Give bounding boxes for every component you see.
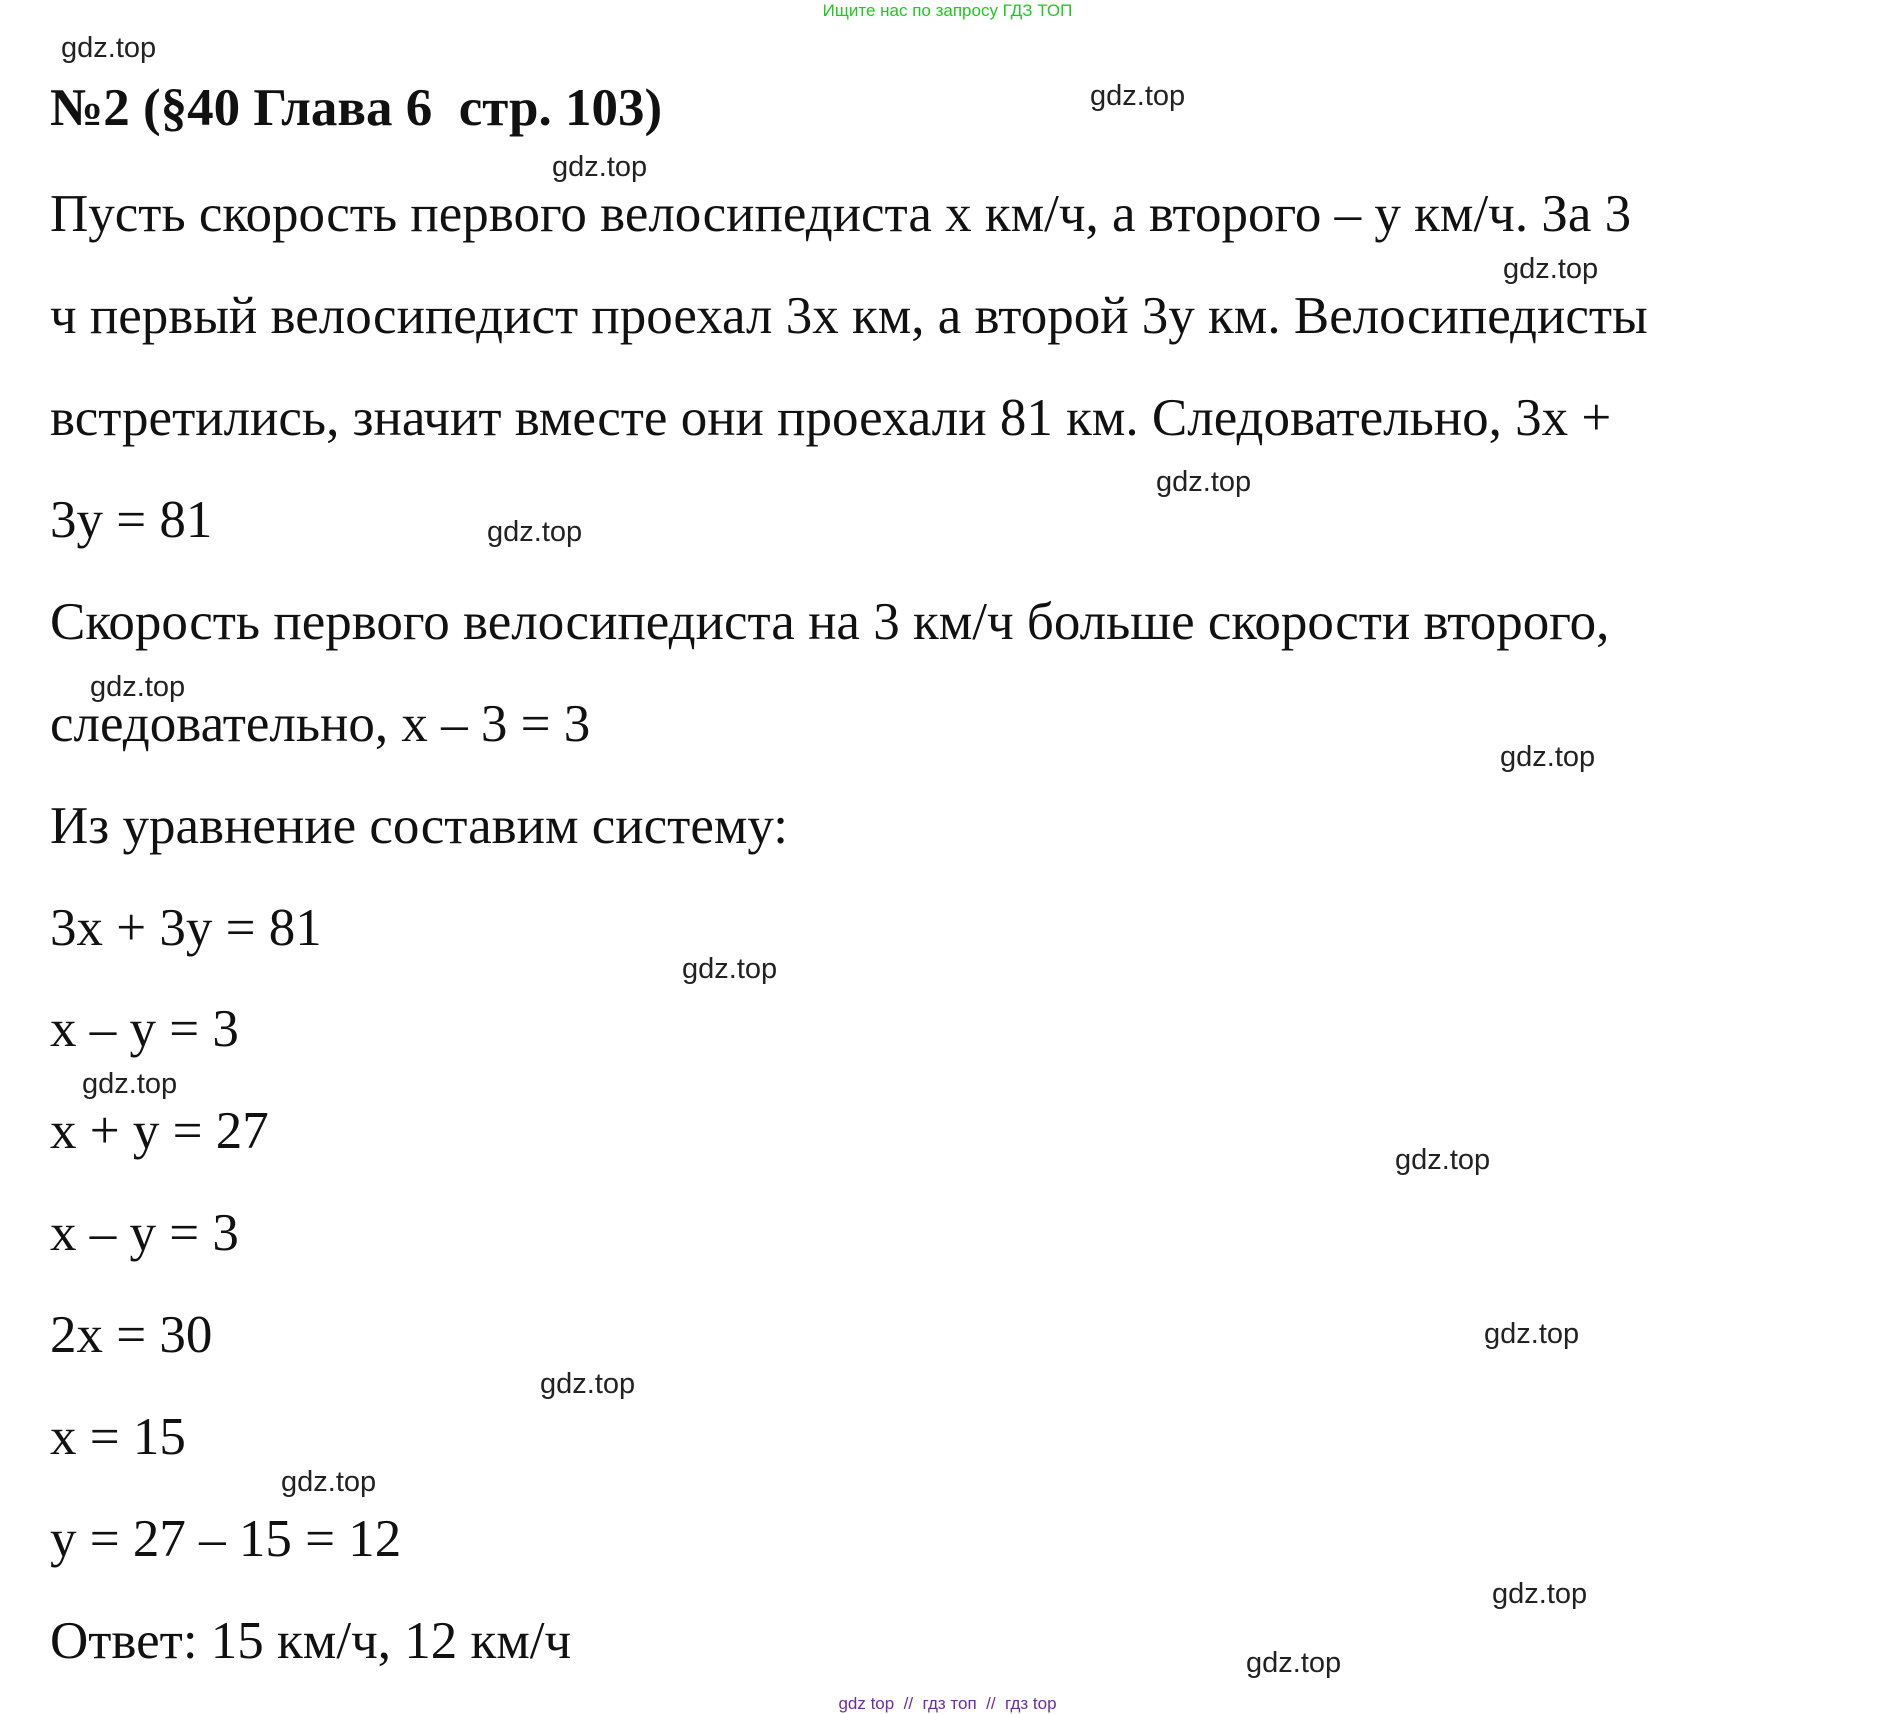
equation-line: х + у = 27	[50, 1102, 269, 1160]
text-line: Пусть скорость первого велосипедиста х км/ч, а второго – у км/ч. За 3	[50, 185, 1632, 243]
page-title: №2 (§40 Глава 6 стр. 103)	[50, 79, 663, 137]
text-line: следовательно, х – 3 = 3	[50, 695, 591, 753]
watermark: gdz.top	[682, 953, 778, 985]
watermark: gdz.top	[61, 32, 157, 64]
equation-line: 2х = 30	[50, 1306, 213, 1364]
top-banner: Ищите нас по запросу ГДЗ ТОП	[822, 1, 1073, 20]
watermark: gdz.top	[281, 1466, 377, 1498]
watermark: gdz.top	[487, 516, 583, 548]
text-line: Из уравнение составим систему:	[50, 797, 788, 855]
watermark: gdz.top	[82, 1068, 178, 1100]
watermark: gdz.top	[552, 151, 648, 183]
equation-line: х – у = 3	[50, 1000, 239, 1058]
text-line: Скорость первого велосипедиста на 3 км/ч больше скорости второго,	[50, 593, 1610, 651]
answer-line: Ответ: 15 км/ч, 12 км/ч	[50, 1612, 572, 1670]
watermark: gdz.top	[1492, 1578, 1588, 1610]
equation-line: х = 15	[50, 1408, 186, 1466]
footer: gdz top // гдз топ // гдз top	[838, 1694, 1057, 1713]
watermark: gdz.top	[1500, 741, 1596, 773]
equation-line: 3х + 3у = 81	[50, 899, 322, 957]
watermark: gdz.top	[90, 671, 186, 703]
text-line: ч первый велосипедист проехал 3х км, а второй 3у км. Велосипедисты	[50, 287, 1648, 345]
watermark: gdz.top	[1246, 1647, 1342, 1679]
watermark: gdz.top	[1090, 80, 1186, 112]
watermark: gdz.top	[1156, 466, 1252, 498]
equation-line: у = 27 – 15 = 12	[50, 1510, 402, 1568]
watermark: gdz.top	[1395, 1144, 1491, 1176]
watermark: gdz.top	[1484, 1318, 1580, 1350]
equation-line: х – у = 3	[50, 1204, 239, 1262]
text-line: встретились, значит вместе они проехали 81 км. Следовательно, 3х +	[50, 389, 1612, 447]
watermark: gdz.top	[1503, 253, 1599, 285]
text-line: 3у = 81	[50, 491, 213, 549]
watermark: gdz.top	[540, 1368, 636, 1400]
